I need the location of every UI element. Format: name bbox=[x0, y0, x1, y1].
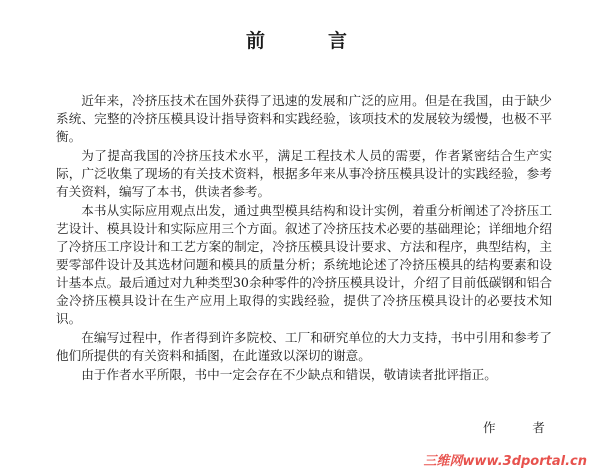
paragraph-3: 本书从实际应用观点出发，通过典型模具结构和设计实例，着重分析阐述了冷挤压工艺设计、模具设计和实际应用三个方面。叙述了冷挤压技术必要的基础理论；详细地介绍了冷挤压工序设计和工艺方案的制定，冷挤压模具设计要求、方法和程序，典型结构，主要零部件设计及其选材问题和模具的质量分析；系统地论述了冷挤压模具的结构要素和设计基本点。最后通过对九种类型30余种零件的冷挤压模具设计，介绍了目前低碳钢和铝合金冷挤压模具设计在生产应用上取得的实践经验，提供了冷挤压模具设计的必要技术知识。 bbox=[56, 203, 552, 326]
paragraph-4: 在编写过程中，作者得到许多院校、工厂和研究单位的大力支持，书中引用和参考了他们所提供的有关资料和插图，在此谨致以深切的谢意。 bbox=[56, 330, 552, 363]
author-signature: 作 者 bbox=[483, 420, 557, 435]
paragraph-2: 为了提高我国的冷挤压技术水平，满足工程技术人员的需要，作者紧密结合生产实际，广泛收集了现场的有关技术资料，根据多年来从事冷挤压模具设计的实践经验，参考有关资料，编写了本书，供读者参考。 bbox=[56, 148, 552, 199]
paragraph-1: 近年来，冷挤压技术在国外获得了迅速的发展和广泛的应用。但是在我国，由于缺少系统、完整的冷挤压模具设计指导资料和实践经验，该项技术的发展较为缓慢，也极不平衡。 bbox=[56, 93, 552, 144]
preface-body bbox=[56, 92, 552, 385]
page-title: 前 言 bbox=[245, 30, 369, 52]
site-watermark: 三维网www.3dportal.cn bbox=[423, 454, 587, 469]
paragraph-5: 由于作者水平所限，书中一定会存在不少缺点和错误，敬请读者批评指正。 bbox=[81, 367, 497, 382]
